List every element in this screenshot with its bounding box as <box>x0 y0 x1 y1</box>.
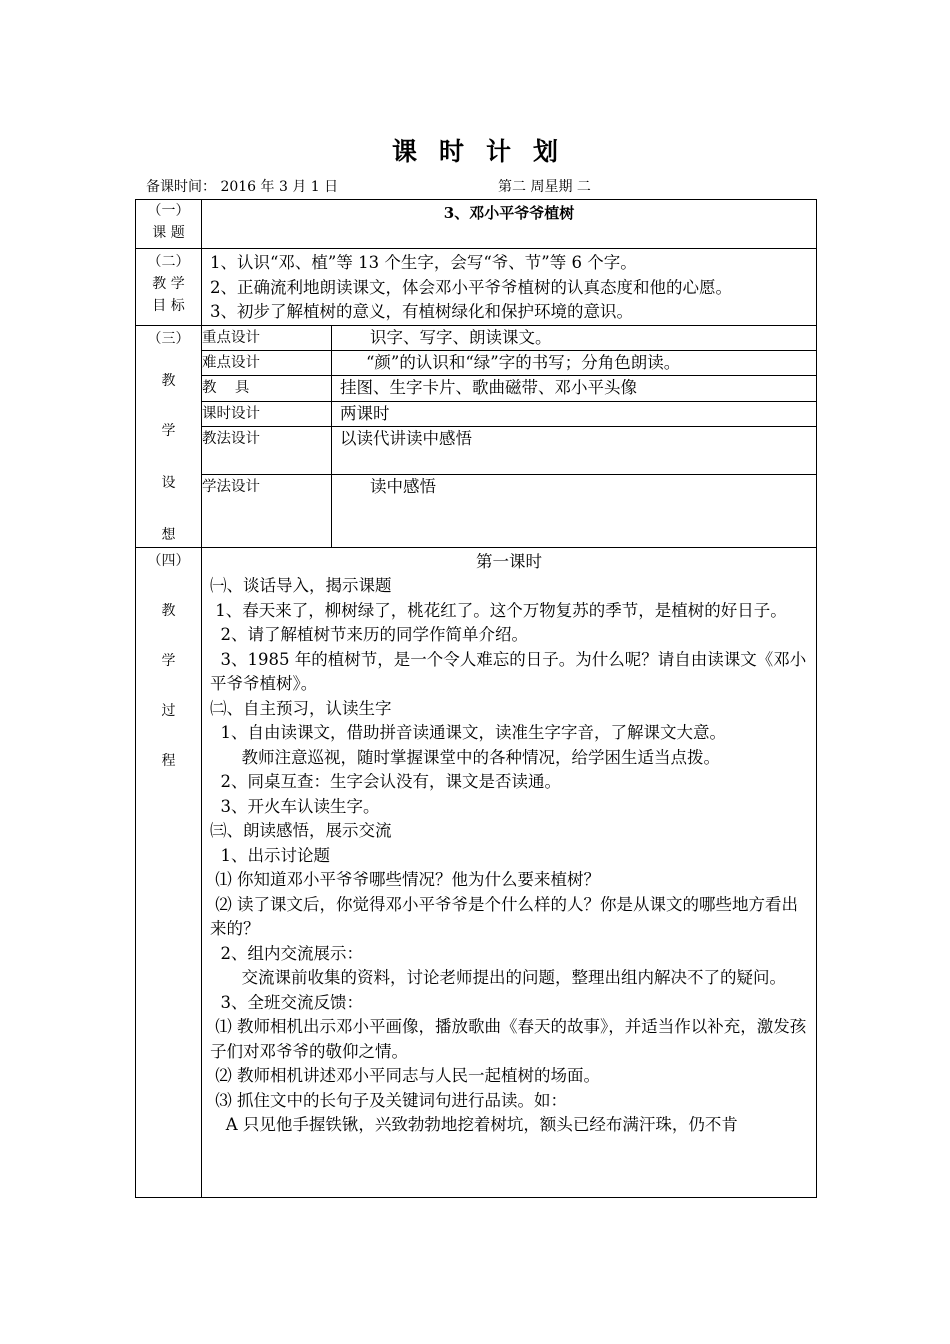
design-item-value: 两课时 <box>332 401 817 426</box>
label-line: （四） <box>147 552 190 569</box>
design-row-teaching <box>136 426 817 474</box>
label-line: 学 <box>161 422 176 439</box>
row-process-label <box>136 547 202 1197</box>
process-line: ⑶ 抓住文中的长句子及关键词句进行品读。如： <box>210 1090 567 1110</box>
row-process <box>136 547 817 1197</box>
process-line: ⑵ 读了课文后，你觉得邓小平爷爷是个什么样的人？你是从课文的哪些地方看出来的？ <box>210 894 798 938</box>
label-line: 学 <box>161 652 176 669</box>
label-line: 程 <box>161 752 176 769</box>
design-item-name: 重点设计 <box>202 325 332 350</box>
label-line: （一） <box>147 203 190 219</box>
label-line: 过 <box>161 702 176 719</box>
process-line: 3、1985 年的植树节，是一个令人难忘的日子。为什么呢？请自由读课文《邓小平爷爷植树》。 <box>210 649 807 693</box>
section-heading: ㈠、谈话导入，揭示课题 <box>210 576 392 595</box>
page-title: 课时计划 <box>391 137 580 166</box>
process-line: 1、春天来了，柳树绿了，桃花红了。这个万物复苏的季节，是植树的好日子。 <box>210 600 787 620</box>
process-line: ⑵ 教师相机讲述邓小平同志与人民一起植树的场面。 <box>210 1066 600 1085</box>
label-line: 课 题 <box>152 225 185 241</box>
process-line: ⑴ 教师相机出示邓小平画像，播放歌曲《春天的故事》，并适当作以补充，激发孩子们对邓爷爷的敬仰之情。 <box>210 1017 807 1061</box>
process-line: 1、自由读课文，借助拼音读通课文，读准生字字音，了解课文大意。 <box>210 723 726 742</box>
section-heading: ㈢、朗读感悟，展示交流 <box>210 821 392 840</box>
label-line: 想 <box>161 526 176 543</box>
process-line: 3、全班交流反馈： <box>210 992 363 1012</box>
lesson-plan-table <box>135 199 817 1198</box>
design-item-name: 难点设计 <box>202 350 332 375</box>
design-item-name: 教 具 <box>202 375 332 401</box>
process-line: A 只见他手握铁锹，兴致勃勃地挖着树坑，额头已经布满汗珠，仍不肯 <box>210 1115 738 1134</box>
process-line: 交流课前收集的资料，讨论老师提出的问题，整理出组内解决不了的疑问。 <box>210 968 786 987</box>
process-line: 1、出示讨论题 <box>210 845 330 865</box>
design-item-value: 挂图、生字卡片、歌曲磁带、邓小平头像 <box>332 375 817 401</box>
design-item-value: 读中感悟 <box>332 474 817 547</box>
design-item-value: 以读代讲读中感悟 <box>332 426 817 474</box>
row-topic-label <box>136 200 202 249</box>
process-line: 教师注意巡视，随时掌握课堂中的各种情况，给学困生适当点拨。 <box>210 747 720 767</box>
label-line: 目 标 <box>152 298 185 314</box>
objective-item: 2、正确流利地朗读课文，体会邓小平爷爷植树的认真态度和他的心愿。 <box>210 277 732 297</box>
section-heading: ㈡、自主预习，认读生字 <box>210 698 392 718</box>
week-info: 第二 周星期 二 <box>498 179 591 195</box>
prep-time: 备课时间： 2016 年 3 月 1 日 <box>146 179 339 195</box>
process-line: 2、组内交流展示： <box>210 943 363 963</box>
process-line: 3、开火车认读生字。 <box>210 796 380 816</box>
design-row-difficulty <box>136 350 817 375</box>
design-row-key <box>136 325 817 350</box>
design-item-value: “颜”的认识和“绿”字的书写；分角色朗读。 <box>332 350 817 375</box>
process-line: ⑴ 你知道邓小平爷爷哪些情况？他为什么要来植树？ <box>210 870 600 889</box>
process-line: 2、请了解植树节来历的同学作简单介绍。 <box>210 625 528 644</box>
row-objectives-label <box>136 249 202 326</box>
design-row-tools <box>136 375 817 401</box>
process-line: 2、同桌互查：生字会认没有，课文是否读通。 <box>210 772 561 791</box>
design-row-periods <box>136 401 817 426</box>
topic-title: 3、邓小平爷爷植树 <box>202 200 817 249</box>
objectives-content <box>202 249 817 326</box>
row-design-label <box>136 325 202 547</box>
label-line: 教 <box>161 372 176 389</box>
design-item-name: 学法设计 <box>202 474 332 547</box>
design-item-name: 课时设计 <box>202 401 332 426</box>
label-line: 教 学 <box>152 276 185 292</box>
label-line: （二） <box>147 254 190 270</box>
label-line: 设 <box>161 474 176 491</box>
design-item-name: 教法设计 <box>202 426 332 474</box>
objective-item: 3、初步了解植树的意义，有植树绿化和保护环境的意识。 <box>210 302 633 321</box>
row-objectives <box>136 249 817 326</box>
process-content <box>202 547 817 1197</box>
row-topic <box>136 200 817 249</box>
objective-item: 1、认识“邓、植”等 13 个生字，会写“爷、节”等 6 个字。 <box>210 253 637 272</box>
design-row-learning <box>136 474 817 547</box>
lesson-heading: 第一课时 <box>476 551 542 571</box>
label-line: （三） <box>147 330 190 347</box>
label-line: 教 <box>161 602 176 619</box>
design-item-value: 识字、写字、朗读课文。 <box>332 325 817 350</box>
